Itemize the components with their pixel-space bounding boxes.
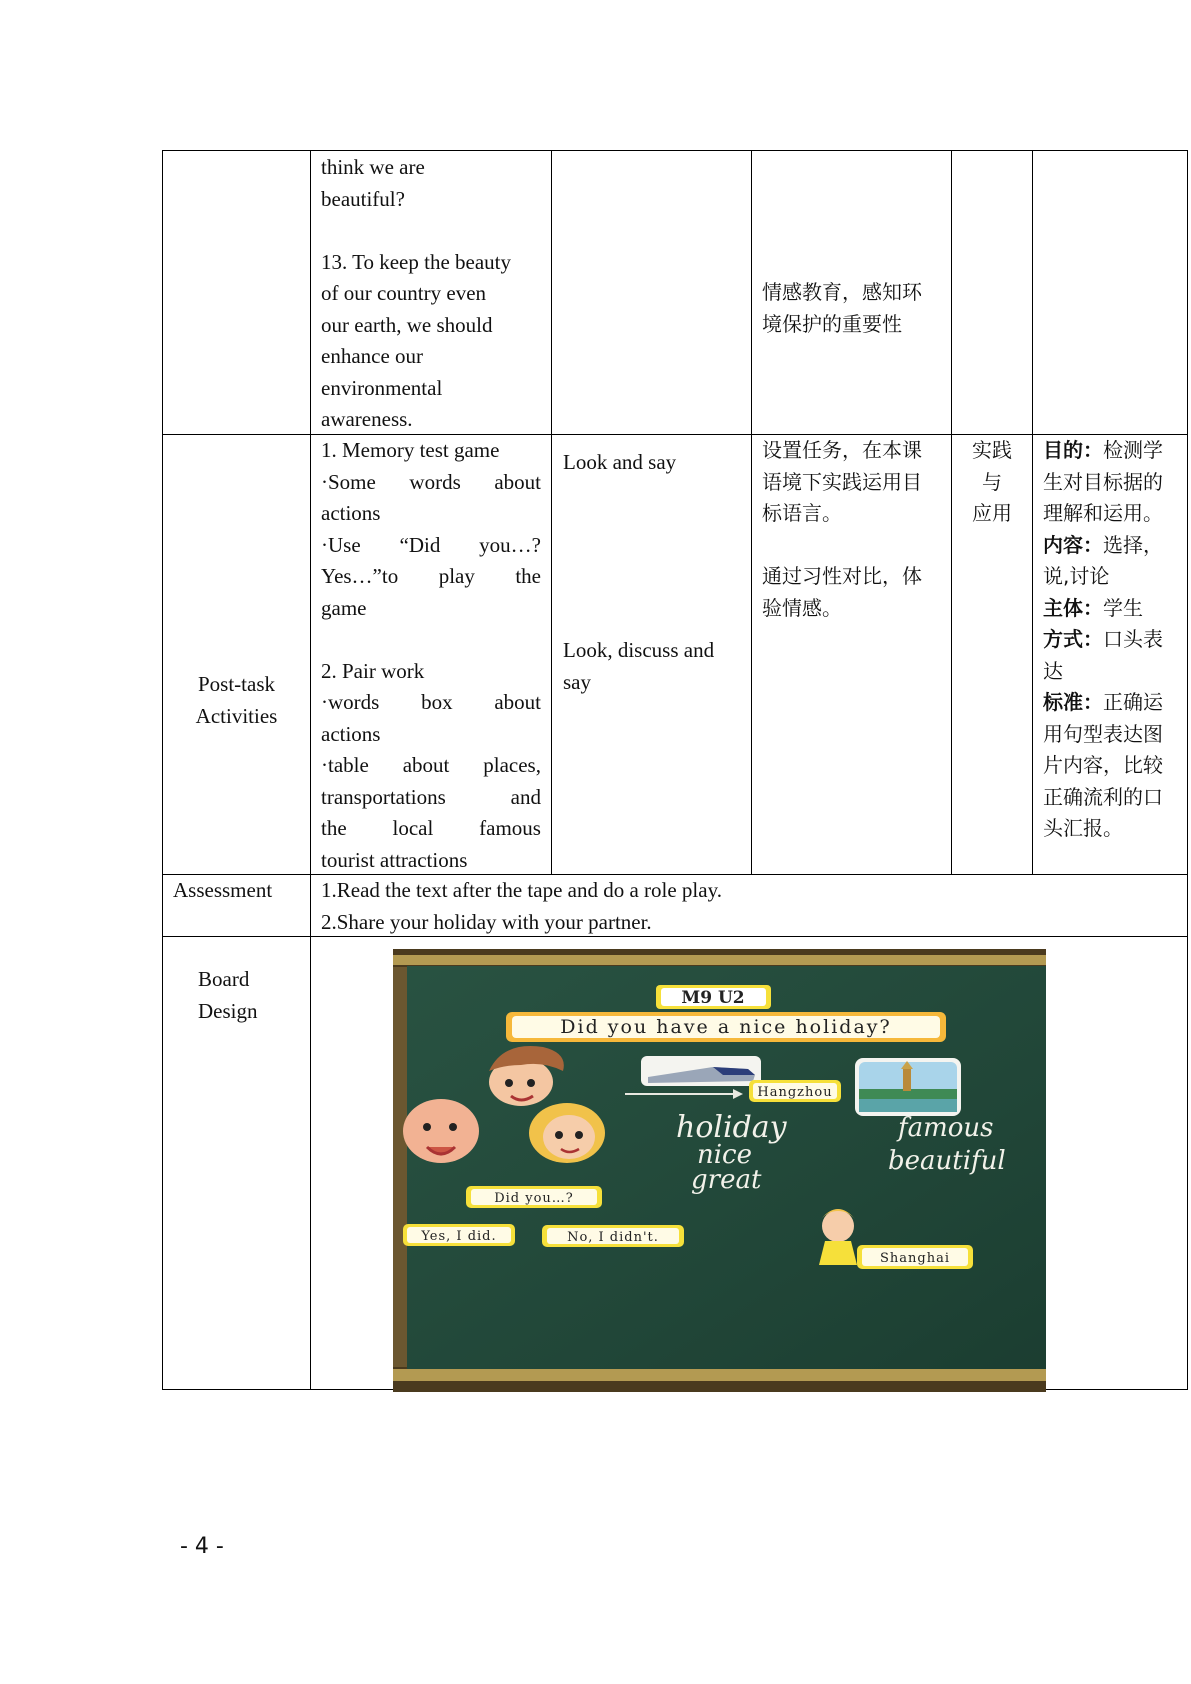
board-illustration bbox=[393, 949, 1046, 1392]
text-line: 通过习性对比，体 bbox=[762, 564, 922, 588]
text-line: 境保护的重要性 bbox=[762, 311, 902, 336]
row1-intent-cell bbox=[751, 150, 952, 435]
no-card-text: No, I didn't. bbox=[567, 1230, 659, 1245]
eval-standard: 标准：正确运 bbox=[1043, 690, 1163, 714]
text-line: tourist attractions bbox=[321, 847, 468, 872]
text-line: 应用 bbox=[972, 501, 1012, 525]
eval-purpose: 目的：检测学 bbox=[1043, 438, 1163, 462]
row1-intent-text bbox=[762, 277, 922, 340]
text-line: our earth, we should bbox=[321, 312, 493, 337]
text-line: 生对目标据的 bbox=[1043, 469, 1163, 494]
text-line: Design bbox=[198, 998, 258, 1023]
text-line: environmental bbox=[321, 375, 443, 400]
post-task-method-cell bbox=[551, 434, 752, 875]
assessment-text bbox=[321, 875, 722, 938]
text-line: of our country even bbox=[321, 281, 487, 305]
train-picture bbox=[641, 1056, 761, 1086]
text-line: Board bbox=[198, 967, 250, 991]
girl-face-picture bbox=[529, 1103, 605, 1163]
text-line: 片内容，比较 bbox=[1043, 753, 1163, 777]
text-line: ·Some words about bbox=[321, 469, 541, 494]
text-line: 1.Read the text after the tape and do a role play. bbox=[321, 878, 722, 902]
title-card-text: M9 U2 bbox=[681, 988, 745, 1008]
text-line: the local famous bbox=[321, 816, 541, 840]
text-line: 理解和运用。 bbox=[1043, 501, 1163, 525]
page-number: - 4 - bbox=[180, 1534, 224, 1559]
landscape-picture bbox=[855, 1058, 961, 1116]
post-task-type-text bbox=[952, 435, 1032, 530]
row1-content-cell bbox=[310, 150, 552, 435]
board-label-cell bbox=[162, 936, 311, 1390]
text-line: enhance our bbox=[321, 344, 424, 368]
text-line: 标语言。 bbox=[762, 501, 842, 525]
did-you-card-text: Did you…? bbox=[494, 1191, 574, 1206]
text-line: 1. Memory test game bbox=[321, 438, 500, 462]
text-line: 头汇报。 bbox=[1043, 816, 1123, 840]
eval-mode: 方式：口头表 bbox=[1043, 627, 1163, 651]
text-line bbox=[762, 530, 922, 562]
text-line: game bbox=[321, 595, 367, 620]
text-line: 用句型表达图 bbox=[1043, 721, 1163, 746]
question-card-text: Did you have a nice holiday? bbox=[560, 1016, 892, 1038]
text-line: ·words box about bbox=[321, 690, 541, 714]
row1-eval-cell bbox=[1032, 150, 1188, 435]
text-line: awareness. bbox=[321, 407, 413, 431]
board-design-photo bbox=[393, 949, 1046, 1392]
chalk-word: nice bbox=[697, 1140, 753, 1170]
text-line: ·table about places, bbox=[321, 753, 541, 777]
chalk-word: famous bbox=[898, 1113, 994, 1143]
text-line: 情感教育，感知环 bbox=[762, 280, 922, 304]
yes-card-text: Yes, I did. bbox=[421, 1229, 497, 1244]
chalk-word: beautiful bbox=[888, 1146, 1006, 1176]
text-line: 说,讨论 bbox=[1043, 564, 1110, 588]
text-line: 2.Share your holiday with your partner. bbox=[321, 909, 652, 934]
text-line: transportations and bbox=[321, 784, 541, 809]
text-line: ·Use “Did you…? bbox=[321, 532, 541, 557]
post-task-eval-cell bbox=[1032, 434, 1188, 875]
post-task-intent-text bbox=[762, 435, 922, 624]
assessment-label-cell bbox=[162, 874, 311, 937]
eval-subject: 主体：学生 bbox=[1043, 595, 1143, 620]
text-line: Post-task bbox=[197, 672, 275, 696]
post-task-content-text bbox=[321, 435, 541, 876]
text-line: 与 bbox=[982, 469, 1002, 494]
text-line: Activities bbox=[195, 703, 278, 728]
text-line: 2. Pair work bbox=[321, 658, 425, 683]
text-line: Yes…”to play the bbox=[321, 564, 541, 588]
assessment-content-cell bbox=[310, 874, 1188, 937]
text-line: beautiful? bbox=[321, 186, 405, 211]
text-line: 正确流利的口 bbox=[1043, 784, 1163, 809]
post-task-eval-text bbox=[1043, 435, 1163, 845]
text-line: 达 bbox=[1043, 658, 1063, 683]
text-line: 13. To keep the beauty bbox=[321, 249, 512, 274]
row1-method-cell bbox=[551, 150, 752, 435]
text-line: say bbox=[563, 669, 591, 694]
post-task-intent-cell bbox=[751, 434, 952, 875]
text-line bbox=[321, 624, 541, 656]
method-look-and-say: Look and say bbox=[563, 450, 677, 474]
text-line: actions bbox=[321, 721, 381, 746]
text-line bbox=[321, 215, 545, 247]
eval-content: 内容：选择， bbox=[1043, 532, 1163, 557]
row1-type-cell bbox=[951, 150, 1033, 435]
text-line: 设置任务，在本课 bbox=[762, 438, 922, 462]
post-task-stage-label bbox=[163, 669, 310, 732]
text-line: 验情感。 bbox=[762, 595, 842, 620]
row1-content-text bbox=[321, 152, 545, 436]
text-line: actions bbox=[321, 501, 381, 525]
method-look-discuss-say bbox=[563, 635, 714, 698]
text-line: think we are bbox=[321, 155, 425, 179]
board-design-label bbox=[198, 964, 258, 1027]
post-task-stage-cell bbox=[162, 434, 311, 875]
assessment-label: Assessment bbox=[173, 878, 273, 902]
baby-face-picture bbox=[403, 1099, 479, 1163]
hangzhou-card-text: Hangzhou bbox=[757, 1085, 833, 1100]
row1-stage-cell bbox=[162, 150, 311, 435]
text-line: Look, discuss and bbox=[563, 638, 715, 662]
chalk-word: holiday bbox=[676, 1110, 787, 1145]
chalk-word: great bbox=[691, 1165, 762, 1195]
text-line: 语境下实践运用目 bbox=[762, 469, 922, 494]
post-task-type-cell bbox=[951, 434, 1033, 875]
shanghai-card-text: Shanghai bbox=[879, 1251, 951, 1266]
post-task-content-cell bbox=[310, 434, 552, 875]
text-line: 实践 bbox=[972, 438, 1012, 462]
